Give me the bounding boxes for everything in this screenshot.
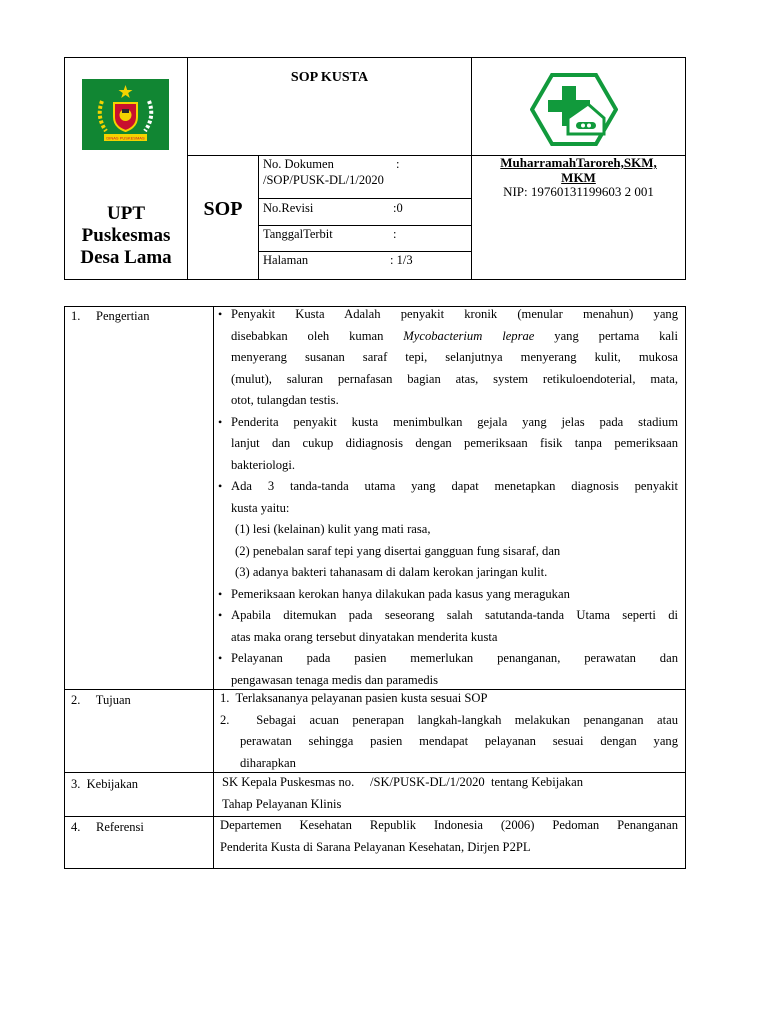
emblem-icon xyxy=(82,79,169,150)
text-line: kusta yaitu: xyxy=(231,500,290,515)
signatory-name: MuharramahTaroreh,SKM, xyxy=(500,155,657,170)
kebijakan-content xyxy=(222,772,678,815)
svg-text:DINAS PUSKESMAS: DINAS PUSKESMAS xyxy=(106,135,145,141)
health-cross-logo xyxy=(530,72,618,147)
list-item xyxy=(217,412,678,477)
row-label-referensi: 4. Referensi xyxy=(71,820,144,834)
org-name-line: Desa Lama xyxy=(80,247,172,268)
text-line: menyerang susanan saraf tepi, selanjutnya menyerang kulit, mukosa xyxy=(231,350,678,364)
text-line: • Penyakit Kusta Adalah penyakit kronik (menular menahun) yang xyxy=(231,307,678,321)
text-line: • Penderita penyakit kusta menimbulkan gejala yang jelas pada stadium xyxy=(231,414,678,429)
text-line: lanjut dan cukup didiagnosis dengan pemeriksaan fisik tanpa pemeriksaan xyxy=(231,436,678,450)
field-sep: : xyxy=(396,157,400,171)
list-item xyxy=(217,304,678,412)
text-line: Penderita Kusta di Sarana Pelayanan Kesehatan, Dirjen P2PL xyxy=(220,839,531,854)
text-line: bakteriologi. xyxy=(231,457,296,472)
text-run: yang pertama kali xyxy=(534,328,679,343)
text-line: (1) lesi (kelainan) kulit yang mati rasa, xyxy=(235,522,431,536)
list-item xyxy=(217,648,678,691)
text-line: • Pelayanan pada pasien memerlukan penanganan, perawatan dan xyxy=(231,651,678,665)
sop-label: SOP xyxy=(203,198,243,220)
field-label: Halaman xyxy=(263,253,309,267)
text-line: (2) penebalan saraf tepi yang disertai gangguan fung sisaraf, dan xyxy=(235,543,561,558)
text-line: 1. Terlaksananya pelayanan pasien kusta sesuai SOP xyxy=(220,691,488,705)
text-line: • Pemeriksaan kerokan hanya dilakukan pada kasus yang meragukan xyxy=(231,586,570,601)
text-line: pengawasan tenaga medis dan paramedis xyxy=(231,672,439,687)
text-run: disebabkan oleh kuman xyxy=(231,328,404,343)
field-halaman xyxy=(263,252,468,268)
list-item xyxy=(217,605,678,648)
signatory-name-suffix: MKM xyxy=(561,169,596,185)
text-line: SK Kepala Puskesmas no. /SK/PUSK-DL/1/2020 tentang Kebijakan xyxy=(222,775,583,789)
text-line: 2. Sebagai acuan penerapan langkah-langkah melakukan penanganan atau xyxy=(220,712,678,727)
document-title: SOP KUSTA xyxy=(290,70,369,85)
text-line: perawatan sehingga pasien mendapat pelayanan sesuai dengan yang xyxy=(240,734,678,748)
row-label-kebijakan: 3. Kebijakan xyxy=(71,777,138,791)
field-no-revisi xyxy=(263,200,468,216)
field-label: No.Revisi xyxy=(263,201,314,215)
health-cross-icon xyxy=(530,72,618,147)
signatory xyxy=(472,156,685,200)
text-line: (3) adanya bakteri tahanasam di dalam kerokan jaringan kulit. xyxy=(235,565,548,579)
text-line: otot, tulangdan testis. xyxy=(231,393,339,407)
referensi-content xyxy=(220,815,678,858)
list-item xyxy=(217,584,678,606)
field-value: /SOP/PUSK-DL/1/2020 xyxy=(263,173,384,187)
field-sep: : 1/3 xyxy=(390,253,413,267)
field-label: TanggalTerbit xyxy=(263,227,333,241)
text-line: • Apabila ditemukan pada seseorang salah satutanda-tanda Utama seperti di xyxy=(231,608,678,622)
text-line: • Ada 3 tanda-tanda utama yang dapat menetapkan diagnosis penyakit xyxy=(231,479,678,493)
org-name xyxy=(66,203,186,269)
field-sep: : xyxy=(393,227,397,241)
field-label: No. Dokumen xyxy=(263,157,334,171)
text-line: diharapkan xyxy=(240,755,296,770)
field-tanggal-terbit xyxy=(263,226,468,242)
row-label-pengertian: 1. Pengertian xyxy=(71,309,150,323)
text-line: (mulut), saluran pernafasan bagian atas, system retikuloendoterial, mata, xyxy=(231,371,678,386)
field-no-dokumen xyxy=(263,156,468,188)
field-sep: :0 xyxy=(393,201,403,215)
tujuan-content xyxy=(220,688,678,774)
text-line: Tahap Pelayanan Klinis xyxy=(222,796,342,811)
signatory-nip: NIP: 19760131199603 2 001 xyxy=(503,184,654,199)
row-label-tujuan: 2. Tujuan xyxy=(71,693,131,707)
text-line: Departemen Kesehatan Republik Indonesia (2006) Pedoman Penanganan xyxy=(220,818,678,832)
text-line xyxy=(231,326,678,348)
org-name-line: Puskesmas xyxy=(81,225,171,246)
italic-term: Mycobacterium leprae xyxy=(403,328,535,343)
pengertian-content xyxy=(217,304,678,691)
list-item xyxy=(217,476,678,584)
org-name-line: UPT xyxy=(107,203,145,224)
text-line: atas maka orang tersebut dinyatakan menderita kusta xyxy=(231,629,498,644)
puskesmas-emblem-logo xyxy=(82,79,169,150)
